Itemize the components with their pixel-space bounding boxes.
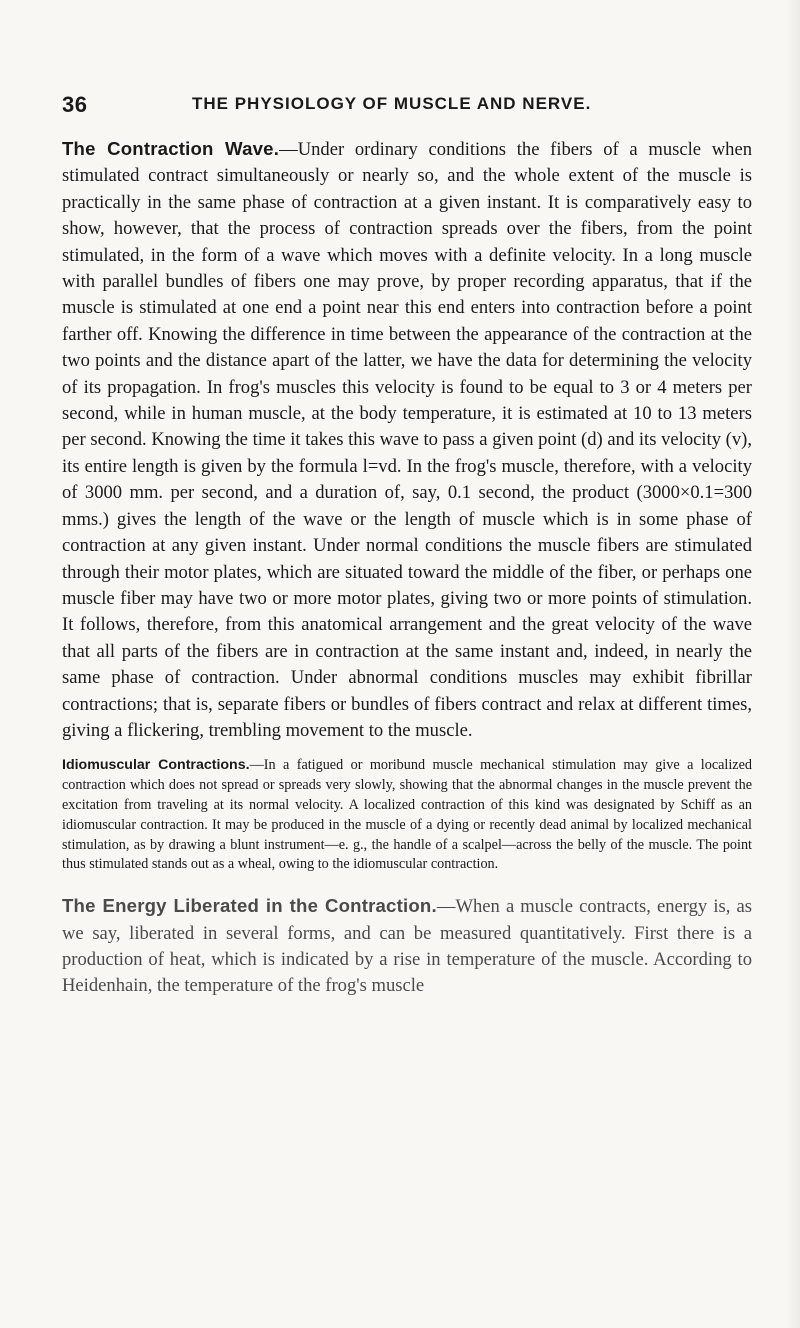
paragraph-text: —In a fatigued or moribund muscle mechanical stimulation may give a localized contraction which does not spread or spreads very slowly, showing that the abnormal changes in the muscle prevent the excitation from traveling at its normal velocity. A localized contraction of this kind was designated by Schiff as an idiomuscular contraction. It may be produced in the muscle of a dying or recently dead animal by localized mechanical stimulation, as by drawing a blunt instrument—e. g., the handle of a scalpel—across the belly of the muscle. The point thus stimulated stands out as a wheal, owing to the idiomuscular contraction. [62, 757, 752, 873]
running-title: THE PHYSIOLOGY OF MUSCLE AND NERVE. [192, 94, 592, 113]
paragraph-text: —When a muscle contracts, energy is, as we say, liberated in several forms, and can be measured quantitatively. First there is a production of heat, which is indicated by a rise in temperature of the muscle. According to Heidenhain, the temperature of the frog's muscle [62, 896, 752, 997]
body-text [62, 136, 752, 1000]
paragraph-contraction-wave [62, 136, 752, 744]
section-heading-idiomuscular: Idiomuscular Contractions. [62, 757, 250, 774]
section-heading-contraction-wave: The Contraction Wave. [62, 138, 280, 159]
page-number: 36 [62, 92, 88, 117]
paragraph-text: —Under ordinary conditions the fibers of a muscle when stimulated contract simultaneously or nearly so, and the whole extent of the muscle is practically in the same phase of contraction at a given instant. It is comparatively easy to show, however, that the process of contraction spreads over the fibers, from the point stimulated, in the form of a wave which moves with a definite velocity. In a long muscle with parallel bundles of fibers one may prove, by proper recording apparatus, that if the muscle is stimulated at one end a point near this end enters into contraction before a point farther off. Knowing the difference in time between the appearance of the contraction at the two points and the distance apart of the latter, we have the data for determining the velocity of its propagation. In frog's muscles this velocity is found to be equal to 3 or 4 meters per second, while in human muscle, at the body temperature, it is estimated at 10 to 13 meters per second. Knowing the time it takes this wave to pass a given point (d) and its velocity (v), its entire length is given by the formula l=vd. In the frog's muscle, therefore, with a velocity of 3000 mm. per second, and a duration of, say, 0.1 second, the product (3000×0.1=300 mms.) gives the length of the wave or the length of muscle which is in some phase of contraction at any given instant. Under normal conditions the muscle fibers are stimulated through their motor plates, which are situated toward the middle of the fiber, or perhaps one muscle fiber may have two or more motor plates, giving two or more points of stimulation. It follows, therefore, from this anatomical arrangement and the great velocity of the wave that all parts of the fibers are in contraction at the same instant and, indeed, in nearly the same phase of contraction. Under abnormal conditions muscles may exhibit fibrillar contractions; that is, separate fibers or bundles of fibers contract and relax at different times, giving a flickering, trembling movement to the muscle. [62, 139, 752, 741]
paragraph-energy [62, 893, 752, 1000]
running-head [62, 92, 752, 118]
section-heading-energy: The Energy Liberated in the Contraction. [62, 895, 437, 917]
paragraph-idiomuscular [62, 756, 752, 875]
page-edge-shadow [786, 0, 800, 1328]
